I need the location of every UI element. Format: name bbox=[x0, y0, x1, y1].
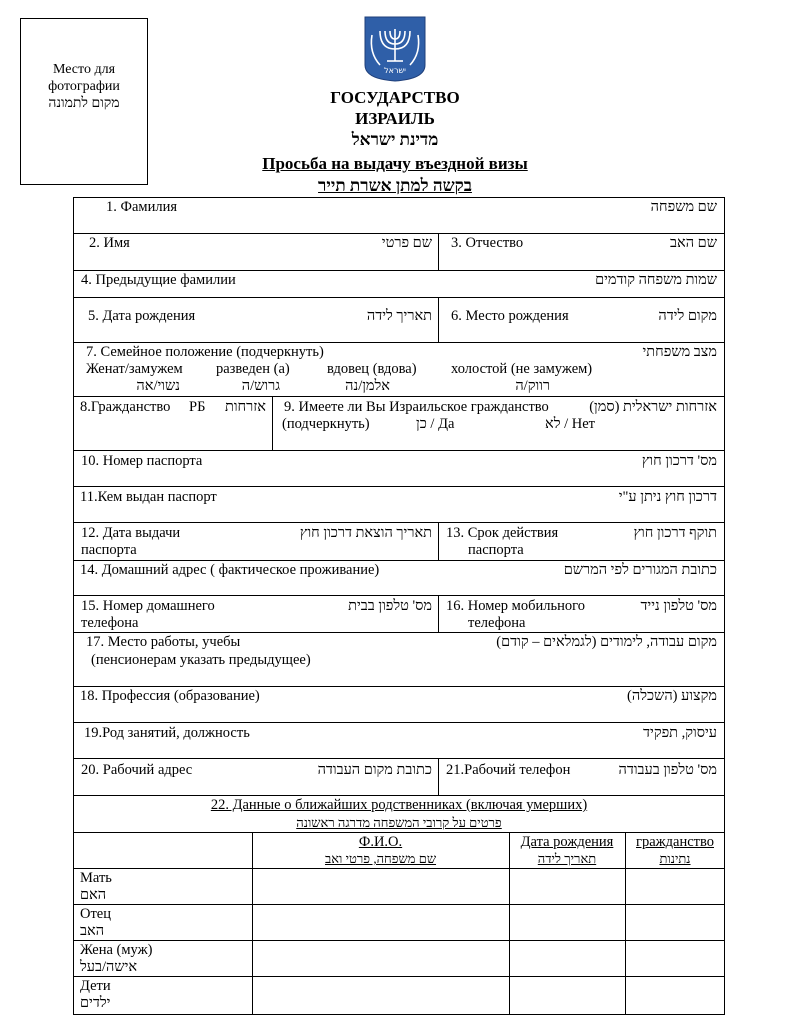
field-18-label: 18. Профессия (образование) bbox=[80, 688, 260, 704]
relative-row-mother: Мать bbox=[80, 870, 112, 886]
field-12-label-2: паспорта bbox=[81, 542, 137, 558]
field-13-label-he: תוקף דרכון חוץ bbox=[633, 525, 717, 541]
field-9-label: 9. Имеете ли Вы Израильское гражданство bbox=[284, 399, 549, 415]
field-7-label: 7. Семейное положение (подчеркнуть) bbox=[86, 344, 324, 360]
header-state-ru-1: ГОСУДАРСТВО bbox=[330, 88, 460, 107]
relative-row-father-he: האב bbox=[80, 923, 105, 939]
field-11-label: 11.Кем выдан паспорт bbox=[80, 489, 217, 505]
marital-option-married-he: נשוי/אה bbox=[136, 378, 180, 394]
field-21-label: 21.Рабочий телефон bbox=[446, 762, 571, 778]
col-name-header-he: שם משפחה, פרטי ואב bbox=[324, 851, 437, 866]
relative-row-children-he: ילדים bbox=[80, 995, 111, 1011]
field-11-label-he: דרכון חוץ ניתן ע"י bbox=[618, 489, 717, 505]
col-dob-header-he: תאריך לידה bbox=[537, 851, 597, 866]
patronymic-field[interactable] bbox=[444, 252, 719, 268]
citizenship-value[interactable]: РБ bbox=[189, 399, 206, 415]
field-12-label-he: תאריך הוצאת דרכון חוץ bbox=[299, 525, 432, 541]
field-5-label: 5. Дата рождения bbox=[88, 308, 196, 324]
relative-row-children: Дети bbox=[80, 978, 111, 994]
field-17-label-2: (пенсионерам указать предыдущее) bbox=[91, 652, 311, 668]
field-19-label: 19.Род занятий, должность bbox=[84, 725, 250, 741]
field-20-label-he: כתובת מקום העבודה bbox=[317, 762, 432, 778]
field-9-label-he: אזרחות ישראלית (סמן) bbox=[589, 399, 717, 415]
field-19-label-he: עיסוק, תפקיד bbox=[643, 725, 717, 741]
field-6-label-he: מקום לידה bbox=[658, 308, 717, 324]
photo-label-ru-2: фотографии bbox=[48, 79, 120, 94]
israeli-citizenship-yes[interactable]: כן / Да bbox=[416, 416, 455, 432]
field-1-label: 1. Фамилия bbox=[106, 199, 177, 215]
relative-row-spouse-he: אישה/בעל bbox=[80, 959, 138, 975]
field-13-label: 13. Срок действия bbox=[446, 525, 559, 541]
photo-placeholder-box bbox=[20, 18, 148, 185]
header-state-he: מדינת ישראל bbox=[351, 130, 439, 149]
header-state-ru-2: ИЗРАИЛЬ bbox=[355, 109, 435, 128]
field-14-label: 14. Домашний адрес ( фактическое проживание) bbox=[80, 562, 380, 578]
field-8-label: 8.Гражданство bbox=[80, 399, 171, 415]
field-4-label-he: שמות משפחה קודמים bbox=[595, 272, 717, 288]
field-16-label-2: телефона bbox=[468, 615, 526, 631]
field-18-label-he: מקצוע (השכלה) bbox=[627, 688, 717, 704]
field-2-label-he: שם פרטי bbox=[381, 235, 432, 251]
relative-row-spouse: Жена (муж) bbox=[80, 942, 153, 958]
field-22-label: 22. Данные о ближайших родственниках (включая умерших) bbox=[210, 797, 588, 813]
field-7-label-he: מצב משפחתי bbox=[642, 344, 717, 360]
field-22-label-he: פרטים על קרובי המשפחה מדרגה ראשונה bbox=[296, 815, 502, 830]
israeli-citizenship-no[interactable]: לא / Нет bbox=[545, 416, 596, 432]
marital-option-widowed-he: אלמן/נה bbox=[345, 378, 390, 394]
photo-label-ru-1: Место для bbox=[52, 62, 116, 77]
first-name-field[interactable] bbox=[80, 252, 432, 268]
field-8-label-he: אזרחות bbox=[224, 399, 266, 415]
field-15-label-2: телефона bbox=[81, 615, 139, 631]
svg-text:ישראל: ישראל bbox=[384, 66, 406, 75]
field-3-label: 3. Отчество bbox=[451, 235, 524, 251]
col-name-header: Ф.И.О. bbox=[358, 834, 403, 850]
field-21-label-he: מס' טלפון בעבודה bbox=[618, 762, 717, 778]
relative-row-father: Отец bbox=[80, 906, 112, 922]
marital-option-single-he: רווק/ה bbox=[515, 378, 550, 394]
surname-field[interactable] bbox=[80, 214, 720, 231]
field-9-sublabel: (подчеркнуть) bbox=[282, 416, 370, 432]
col-citizenship-header: гражданство bbox=[636, 834, 714, 850]
header-title-he: בקשה למתן אשרת תייר bbox=[318, 176, 472, 195]
field-17-label: 17. Место работы, учебы bbox=[86, 634, 241, 650]
marital-option-single[interactable]: холостой (не замужем) bbox=[451, 361, 593, 377]
col-dob-header: Дата рождения bbox=[520, 834, 614, 850]
marital-option-widowed[interactable]: вдовец (вдова) bbox=[327, 361, 417, 377]
field-13-label-2: паспорта bbox=[468, 542, 524, 558]
col-citizenship-header-he: נתינות bbox=[659, 851, 691, 866]
field-3-label-he: שם האב bbox=[670, 235, 717, 251]
field-2-label: 2. Имя bbox=[89, 235, 130, 251]
marital-option-married[interactable]: Женат/замужем bbox=[86, 361, 183, 377]
field-10-label-he: מס' דרכון חוץ bbox=[641, 453, 717, 469]
field-16-label: 16. Номер мобильного bbox=[446, 598, 585, 614]
israel-emblem-menorah-icon bbox=[360, 15, 430, 83]
field-14-label-he: כתובת המגורים לפי המרשם bbox=[563, 562, 717, 578]
field-10-label: 10. Номер паспорта bbox=[81, 453, 203, 469]
field-5-label-he: תאריך לידה bbox=[366, 308, 432, 324]
field-12-label: 12. Дата выдачи bbox=[81, 525, 181, 541]
photo-label-he: מקום לתמונה bbox=[48, 96, 120, 111]
marital-option-divorced-he: גרוש/ה bbox=[241, 378, 280, 394]
field-17-label-he: מקום עבודה, לימודים (לגמלאים – קודם) bbox=[496, 634, 717, 650]
field-1-label-he: שם משפחה bbox=[650, 199, 717, 215]
marital-option-divorced[interactable]: разведен (а) bbox=[216, 361, 290, 377]
field-6-label: 6. Место рождения bbox=[451, 308, 569, 324]
field-20-label: 20. Рабочий адрес bbox=[81, 762, 193, 778]
field-15-label: 15. Номер домашнего bbox=[81, 598, 215, 614]
header-title-ru: Просьба на выдачу въездной визы bbox=[262, 154, 528, 173]
relative-row-mother-he: האם bbox=[80, 887, 107, 903]
field-4-label: 4. Предыдущие фамилии bbox=[81, 272, 236, 288]
field-15-label-he: מס' טלפון בבית bbox=[348, 598, 432, 614]
field-16-label-he: מס' טלפון נייד bbox=[640, 598, 717, 614]
